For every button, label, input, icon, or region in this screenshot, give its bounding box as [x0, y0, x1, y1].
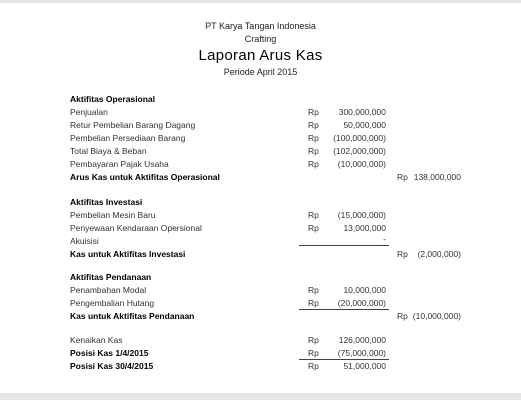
investing-heading: Aktifitas Investasi	[70, 197, 143, 207]
currency-label: Rp	[397, 311, 408, 321]
subtotal-rule	[299, 309, 389, 310]
department-name: Crafting	[244, 34, 277, 44]
investing-total-value: (2,000,000)	[417, 249, 461, 259]
operating-item-value: (100,000,000)	[333, 133, 386, 143]
summary-item-label: Kenaikan Kas	[70, 335, 123, 345]
investing-item-label: Pembelian Mesin Baru	[70, 210, 156, 220]
financing-item-value: (20,000,000)	[337, 298, 386, 308]
summary-item-label: Posisi Kas 1/4/2015	[70, 348, 149, 358]
operating-item-label: Total Biaya & Beban	[70, 146, 147, 156]
currency-label: Rp	[397, 249, 408, 259]
subtotal-rule	[299, 245, 389, 246]
report-period: Periode April 2015	[223, 67, 298, 77]
currency-label: Rp	[308, 361, 319, 371]
operating-item-label: Pembayaran Pajak Usaha	[70, 159, 169, 169]
operating-item-value: (102,000,000)	[333, 146, 386, 156]
currency-label: Rp	[308, 133, 319, 143]
summary-item-value: (75,000,000)	[337, 348, 386, 358]
operating-total-label: Arus Kas untuk Aktifitas Operasional	[70, 172, 220, 182]
bottom-border	[0, 393, 521, 400]
summary-item-value: 51,000,000	[343, 361, 386, 371]
investing-item-label: Akuisisi	[70, 236, 99, 246]
investing-item-label: Penyewaan Kendaraan Opersional	[70, 223, 202, 233]
investing-total-label: Kas untuk Aktifitas Investasi	[70, 249, 186, 259]
investing-item-value: -	[383, 234, 386, 244]
currency-label: Rp	[308, 298, 319, 308]
operating-heading: Aktifitas Operasional	[70, 94, 156, 104]
currency-label: Rp	[308, 210, 319, 220]
summary-item-value: 126,000,000	[338, 335, 386, 345]
currency-label: Rp	[308, 146, 319, 156]
report-title: Laporan Arus Kas	[198, 47, 323, 64]
financing-total-value: (10,000,000)	[412, 311, 461, 321]
currency-label: Rp	[308, 348, 319, 358]
operating-total-value: 138,000,000	[413, 172, 461, 182]
operating-item-value: (10,000,000)	[337, 159, 386, 169]
financing-heading: Aktifitas Pendanaan	[70, 272, 152, 282]
currency-label: Rp	[308, 159, 319, 169]
operating-item-value: 300,000,000	[338, 107, 386, 117]
financing-item-label: Pengembalian Hutang	[70, 298, 155, 308]
company-name: PT Karya Tangan Indonesia	[205, 21, 316, 31]
currency-label: Rp	[308, 107, 319, 117]
currency-label: Rp	[308, 285, 319, 295]
operating-item-label: Pembelian Persediaan Barang	[70, 133, 186, 143]
currency-label: Rp	[308, 120, 319, 130]
investing-item-value: (15,000,000)	[337, 210, 386, 220]
currency-label: Rp	[308, 335, 319, 345]
financing-item-label: Penambahan Modal	[70, 285, 147, 295]
currency-label: Rp	[397, 172, 408, 182]
operating-item-label: Penjualan	[70, 107, 108, 117]
investing-item-value: 13,000,000	[343, 223, 386, 233]
report-page	[0, 3, 521, 393]
operating-item-value: 50,000,000	[343, 120, 386, 130]
financing-total-label: Kas untuk Aktifitas Pendanaan	[70, 311, 195, 321]
summary-item-label: Posisi Kas 30/4/2015	[70, 361, 154, 371]
operating-item-label: Retur Pembelian Barang Dagang	[70, 120, 196, 130]
financing-item-value: 10,000,000	[343, 285, 386, 295]
currency-label: Rp	[308, 223, 319, 233]
